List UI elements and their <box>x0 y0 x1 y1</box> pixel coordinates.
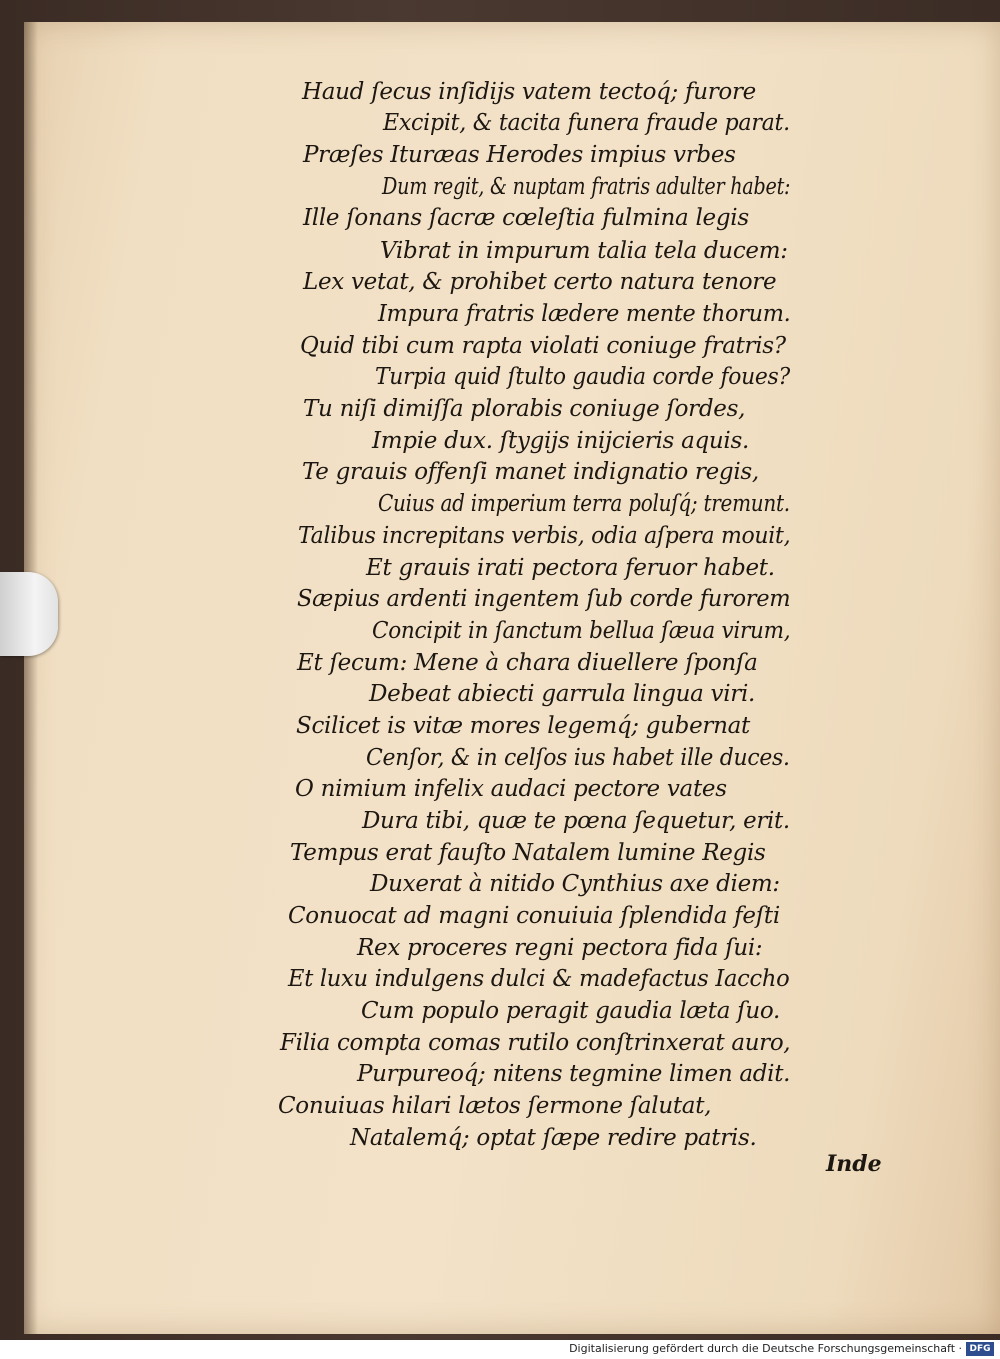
verse-line: Filia compta comas rutilo conſtrinxerat auro, <box>280 1030 791 1056</box>
verse-line: Lex vetat, & prohibet certo natura tenore <box>303 269 777 295</box>
verse-line: Impura fratris lædere mente thorum. <box>378 301 791 327</box>
verse-line: Tempus erat fauſto Natalem lumine Regis <box>290 840 766 866</box>
verse-line: Turpia quid ſtulto gaudia corde foues? <box>375 364 790 390</box>
verse-line: Duxerat à nitido Cynthius axe diem: <box>370 871 780 897</box>
verse-line: Præſes Ituræas Herodes impius vrbes <box>303 142 736 168</box>
verse-line: Cenſor, & in celſos ius habet ille duces. <box>366 745 790 771</box>
verse-line: Sæpius ardenti ingentem ſub corde furorem <box>297 586 791 612</box>
verse-line: Scilicet is vitæ mores legemq́; gubernat <box>296 713 750 739</box>
verse-line: Cum populo peragit gaudia læta ſuo. <box>361 998 780 1024</box>
verse-line: O nimium infelix audaci pectore vates <box>295 776 727 802</box>
verse-line: Cuius ad imperium terra poluſq́; tremunt. <box>378 491 790 517</box>
verse-line: Ille ſonans ſacræ cœleſtia fulmina legis <box>303 205 749 231</box>
verse-line: Conuocat ad magni conuiuia ſplendida feſti <box>288 903 780 929</box>
verse-line: Impie dux. ſtygijs inijcieris aquis. <box>372 428 749 454</box>
verse-line: Natalemq́; optat ſæpe redire patris. <box>350 1125 757 1151</box>
verse-line: Vibrat in impurum talia tela ducem: <box>380 238 788 264</box>
funding-credit: Digitalisierung gefördert durch die Deutsche Forschungsgemeinschaft · <box>569 1342 962 1355</box>
verse-line: Purpureoq́; nitens tegmine limen adit. <box>357 1061 791 1087</box>
catchword: Inde <box>826 1151 882 1177</box>
dfg-logo: DFG <box>966 1342 994 1356</box>
verse-line: Conuiuas hilari lætos ſermone ſalutat, <box>278 1093 712 1119</box>
verse-line: Dum regit, & nuptam fratris adulter habet: <box>382 174 791 200</box>
verse-line: Te grauis offenſi manet indignatio regis, <box>302 459 759 485</box>
verse-line: Tu niſi dimiſſa plorabis coniuge ſordes, <box>303 396 746 422</box>
verse-line: Haud ſecus inſidijs vatem tectoq́; furore <box>302 79 756 105</box>
verse-line: Dura tibi, quæ te pœna ſequetur, erit. <box>362 808 790 834</box>
verse-line: Et luxu indulgens dulci & madefactus Iaccho <box>288 966 790 992</box>
verse-line: Rex proceres regni pectora fida ſui: <box>357 935 763 961</box>
verse-line: Excipit, & tacita funera fraude parat. <box>383 110 790 136</box>
verse-line: Concipit in ſanctum bellua ſæua virum, <box>372 618 791 644</box>
verse-line: Quid tibi cum rapta violati coniuge fratris? <box>300 333 786 359</box>
verse-line: Et ſecum: Mene à chara diuellere ſponſa <box>297 650 758 676</box>
verse-line: Talibus increpitans verbis, odia aſpera mouit, <box>298 523 791 549</box>
footer-bar <box>0 1340 1000 1359</box>
verse-line: Debeat abiecti garrula lingua viri. <box>369 681 756 707</box>
verse-line: Et grauis irati pectora feruor habet. <box>366 555 775 581</box>
